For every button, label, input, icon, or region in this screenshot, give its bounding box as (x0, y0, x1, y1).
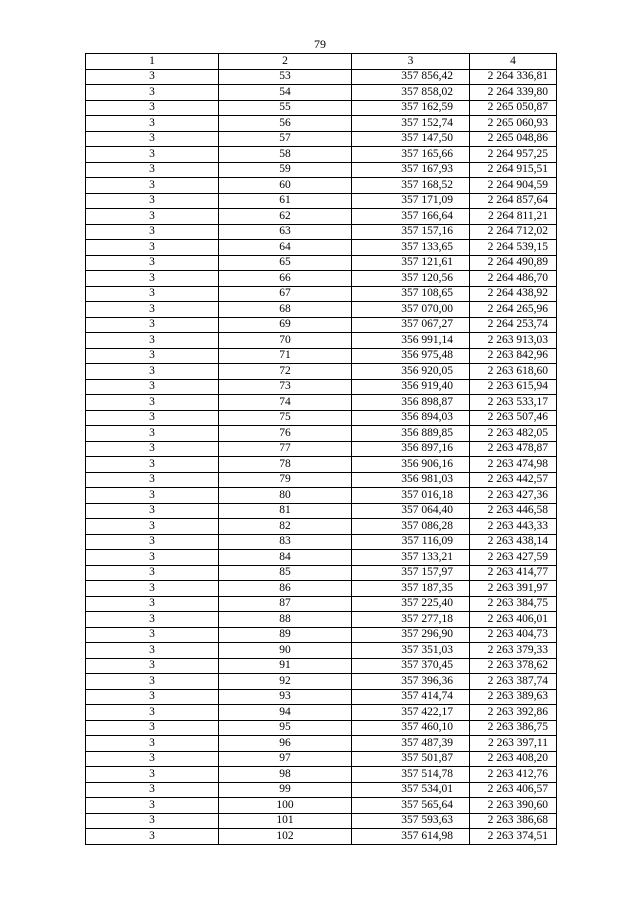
table-cell-col3: 356 981,03 (352, 472, 470, 488)
table-cell-col1: 3 (86, 364, 219, 380)
table-cell-col1: 3 (86, 348, 219, 364)
table-row (86, 813, 557, 829)
table-cell-col4: 2 263 438,14 (470, 534, 557, 550)
table-cell-col3: 357 277,18 (352, 612, 470, 628)
table-cell-col4: 2 263 387,74 (470, 674, 557, 690)
table-cell-col1: 3 (86, 85, 219, 101)
table-cell-col4: 2 265 048,86 (470, 131, 557, 147)
table-cell-col1: 3 (86, 550, 219, 566)
table-cell-col2: 65 (219, 255, 352, 271)
table-cell-col1: 3 (86, 193, 219, 209)
table-cell-col1: 3 (86, 751, 219, 767)
table-cell-col2: 59 (219, 162, 352, 178)
table-cell-col1: 3 (86, 736, 219, 752)
table-cell-col4: 2 263 408,20 (470, 751, 557, 767)
table-cell-col2: 54 (219, 85, 352, 101)
table-row (86, 286, 557, 302)
table-cell-col3: 357 614,98 (352, 829, 470, 845)
table-cell-col2: 58 (219, 147, 352, 163)
table-cell-col2: 70 (219, 333, 352, 349)
table-cell-col1: 3 (86, 147, 219, 163)
table-cell-col1: 3 (86, 720, 219, 736)
table-cell-col4: 2 263 378,62 (470, 658, 557, 674)
table-cell-col4: 2 263 406,01 (470, 612, 557, 628)
table-cell-col4: 2 263 474,98 (470, 457, 557, 473)
table-row (86, 550, 557, 566)
table-cell-col4: 2 264 486,70 (470, 271, 557, 287)
table-cell-col4: 2 263 482,05 (470, 426, 557, 442)
table-cell-col1: 3 (86, 813, 219, 829)
table-cell-col4: 2 263 427,36 (470, 488, 557, 504)
table-cell-col1: 3 (86, 674, 219, 690)
table-cell-col2: 101 (219, 813, 352, 829)
table-cell-col1: 3 (86, 705, 219, 721)
table-row (86, 69, 557, 85)
table-cell-col4: 2 263 386,68 (470, 813, 557, 829)
table-cell-col2: 97 (219, 751, 352, 767)
table-cell-col4: 2 263 842,96 (470, 348, 557, 364)
table-row (86, 782, 557, 798)
table-cell-col1: 3 (86, 178, 219, 194)
table-row (86, 255, 557, 271)
table-row (86, 565, 557, 581)
table-cell-col1: 3 (86, 317, 219, 333)
table-row (86, 596, 557, 612)
table-row (86, 116, 557, 132)
table-cell-col3: 357 187,35 (352, 581, 470, 597)
table-cell-col2: 89 (219, 627, 352, 643)
table-cell-col4: 2 263 404,73 (470, 627, 557, 643)
table-cell-col4: 2 263 446,58 (470, 503, 557, 519)
table-cell-col2: 75 (219, 410, 352, 426)
table-cell-col4: 2 263 615,94 (470, 379, 557, 395)
table-cell-col2: 77 (219, 441, 352, 457)
table-cell-col3: 357 565,64 (352, 798, 470, 814)
table-cell-col4: 2 263 507,46 (470, 410, 557, 426)
table-cell-col1: 3 (86, 596, 219, 612)
table-cell-col1: 3 (86, 100, 219, 116)
table-cell-col2: 99 (219, 782, 352, 798)
table-row (86, 658, 557, 674)
table-cell-col1: 3 (86, 426, 219, 442)
table-cell-col1: 3 (86, 782, 219, 798)
table-cell-col1: 3 (86, 209, 219, 225)
table-cell-col4: 2 264 915,51 (470, 162, 557, 178)
table-row (86, 364, 557, 380)
table-cell-col4: 2 264 904,59 (470, 178, 557, 194)
table-cell-col2: 62 (219, 209, 352, 225)
table-cell-col3: 356 894,03 (352, 410, 470, 426)
table-row (86, 519, 557, 535)
table-cell-col3: 357 858,02 (352, 85, 470, 101)
table-cell-col3: 357 152,74 (352, 116, 470, 132)
table-cell-col2: 98 (219, 767, 352, 783)
table-row (86, 147, 557, 163)
table-cell-col1: 3 (86, 519, 219, 535)
table-cell-col4: 2 264 336,81 (470, 69, 557, 85)
table-cell-col4: 2 263 913,03 (470, 333, 557, 349)
table-row (86, 209, 557, 225)
table-cell-col3: 357 133,21 (352, 550, 470, 566)
table-cell-col2: 100 (219, 798, 352, 814)
table-cell-col1: 3 (86, 395, 219, 411)
table-cell-col2: 57 (219, 131, 352, 147)
table-row (86, 705, 557, 721)
table-cell-col2: 68 (219, 302, 352, 318)
table-row (86, 178, 557, 194)
table-cell-col2: 88 (219, 612, 352, 628)
table-row (86, 379, 557, 395)
table-cell-col3: 357 166,64 (352, 209, 470, 225)
table-cell-col4: 2 263 386,75 (470, 720, 557, 736)
table-cell-col3: 357 133,65 (352, 240, 470, 256)
table-cell-col3: 357 086,28 (352, 519, 470, 535)
table-cell-col1: 3 (86, 488, 219, 504)
table-cell-col1: 3 (86, 333, 219, 349)
table-cell-col1: 3 (86, 829, 219, 845)
table-cell-col2: 85 (219, 565, 352, 581)
table-cell-col4: 2 264 811,21 (470, 209, 557, 225)
header-row (86, 54, 557, 70)
table-cell-col3: 357 165,66 (352, 147, 470, 163)
table-cell-col2: 83 (219, 534, 352, 550)
table-cell-col2: 81 (219, 503, 352, 519)
table-cell-col3: 356 889,85 (352, 426, 470, 442)
table-cell-col1: 3 (86, 798, 219, 814)
table-cell-col2: 56 (219, 116, 352, 132)
table-row (86, 488, 557, 504)
table-cell-col1: 3 (86, 271, 219, 287)
table-cell-col1: 3 (86, 627, 219, 643)
table-row (86, 395, 557, 411)
table-cell-col3: 357 414,74 (352, 689, 470, 705)
table-row (86, 441, 557, 457)
table-cell-col3: 357 296,90 (352, 627, 470, 643)
table-cell-col1: 3 (86, 612, 219, 628)
table-cell-col2: 82 (219, 519, 352, 535)
table-cell-col4: 2 263 443,33 (470, 519, 557, 535)
table-cell-col1: 3 (86, 410, 219, 426)
table-cell-col2: 92 (219, 674, 352, 690)
table-cell-col3: 356 897,16 (352, 441, 470, 457)
table-row (86, 85, 557, 101)
table-cell-col2: 72 (219, 364, 352, 380)
table-cell-col4: 2 264 265,96 (470, 302, 557, 318)
table-cell-col4: 2 263 392,86 (470, 705, 557, 721)
table-cell-col3: 357 856,42 (352, 69, 470, 85)
table-row (86, 643, 557, 659)
table-cell-col4: 2 263 374,51 (470, 829, 557, 845)
table-cell-col2: 64 (219, 240, 352, 256)
table-cell-col1: 3 (86, 534, 219, 550)
table-row (86, 751, 557, 767)
table-cell-col4: 2 264 438,92 (470, 286, 557, 302)
table-cell-col3: 357 116,09 (352, 534, 470, 550)
table-cell-col4: 2 264 253,74 (470, 317, 557, 333)
table-cell-col3: 357 225,40 (352, 596, 470, 612)
table-cell-col2: 94 (219, 705, 352, 721)
table-cell-col2: 79 (219, 472, 352, 488)
table-cell-col1: 3 (86, 379, 219, 395)
table-cell-col4: 2 263 533,17 (470, 395, 557, 411)
table-cell-col4: 2 263 390,60 (470, 798, 557, 814)
coordinates-table (85, 53, 557, 845)
table-cell-col1: 3 (86, 224, 219, 240)
table-row (86, 767, 557, 783)
table-cell-col4: 2 264 490,89 (470, 255, 557, 271)
table-cell-col2: 69 (219, 317, 352, 333)
table-cell-col1: 3 (86, 565, 219, 581)
table-header (86, 54, 557, 70)
table-cell-col2: 93 (219, 689, 352, 705)
table-cell-col2: 74 (219, 395, 352, 411)
table-cell-col1: 3 (86, 658, 219, 674)
table-cell-col3: 356 991,14 (352, 333, 470, 349)
column-header-4: 4 (470, 54, 557, 70)
table-cell-col2: 60 (219, 178, 352, 194)
table-cell-col2: 55 (219, 100, 352, 116)
table-cell-col4: 2 263 442,57 (470, 472, 557, 488)
table-cell-col3: 357 162,59 (352, 100, 470, 116)
table-row (86, 798, 557, 814)
table-row (86, 302, 557, 318)
table-cell-col3: 357 460,10 (352, 720, 470, 736)
table-row (86, 534, 557, 550)
table-cell-col2: 73 (219, 379, 352, 395)
table-cell-col3: 357 147,50 (352, 131, 470, 147)
column-header-3: 3 (352, 54, 470, 70)
table-row (86, 193, 557, 209)
table-row (86, 674, 557, 690)
table-cell-col2: 102 (219, 829, 352, 845)
table-cell-col4: 2 265 060,93 (470, 116, 557, 132)
table-cell-col1: 3 (86, 581, 219, 597)
table-row (86, 720, 557, 736)
table-cell-col4: 2 264 339,80 (470, 85, 557, 101)
table-cell-col1: 3 (86, 503, 219, 519)
table-row (86, 240, 557, 256)
table-cell-col3: 357 370,45 (352, 658, 470, 674)
table-cell-col2: 96 (219, 736, 352, 752)
table-cell-col4: 2 263 427,59 (470, 550, 557, 566)
table-cell-col4: 2 264 857,64 (470, 193, 557, 209)
table-cell-col2: 53 (219, 69, 352, 85)
table-cell-col4: 2 263 391,97 (470, 581, 557, 597)
table-row (86, 581, 557, 597)
table-cell-col3: 356 919,40 (352, 379, 470, 395)
table-row (86, 503, 557, 519)
table-cell-col1: 3 (86, 689, 219, 705)
table-row (86, 426, 557, 442)
table-row (86, 317, 557, 333)
table-cell-col2: 90 (219, 643, 352, 659)
table-cell-col4: 2 263 379,33 (470, 643, 557, 659)
table-row (86, 224, 557, 240)
table-cell-col4: 2 265 050,87 (470, 100, 557, 116)
table-cell-col3: 356 898,87 (352, 395, 470, 411)
table-row (86, 736, 557, 752)
table-cell-col1: 3 (86, 116, 219, 132)
table-cell-col3: 357 120,56 (352, 271, 470, 287)
table-cell-col3: 357 171,09 (352, 193, 470, 209)
table-cell-col2: 84 (219, 550, 352, 566)
table-row (86, 472, 557, 488)
table-cell-col2: 80 (219, 488, 352, 504)
page-number: 79 (314, 37, 326, 51)
table-row (86, 410, 557, 426)
table-cell-col1: 3 (86, 643, 219, 659)
table-cell-col2: 78 (219, 457, 352, 473)
table-cell-col2: 61 (219, 193, 352, 209)
table-cell-col1: 3 (86, 286, 219, 302)
table-cell-col1: 3 (86, 472, 219, 488)
table-cell-col3: 357 108,65 (352, 286, 470, 302)
table-row (86, 627, 557, 643)
table-row (86, 100, 557, 116)
table-cell-col4: 2 263 389,63 (470, 689, 557, 705)
table-cell-col3: 357 168,52 (352, 178, 470, 194)
table-cell-col4: 2 263 618,60 (470, 364, 557, 380)
table-cell-col1: 3 (86, 767, 219, 783)
table-cell-col3: 356 975,48 (352, 348, 470, 364)
table-cell-col3: 356 920,05 (352, 364, 470, 380)
table-cell-col4: 2 263 397,11 (470, 736, 557, 752)
table-cell-col3: 357 351,03 (352, 643, 470, 659)
table-cell-col2: 87 (219, 596, 352, 612)
table-cell-col4: 2 264 957,25 (470, 147, 557, 163)
table-cell-col1: 3 (86, 255, 219, 271)
table-row (86, 457, 557, 473)
table-cell-col3: 357 396,36 (352, 674, 470, 690)
table-cell-col3: 357 157,97 (352, 565, 470, 581)
table-cell-col4: 2 263 384,75 (470, 596, 557, 612)
table-cell-col2: 63 (219, 224, 352, 240)
table-row (86, 131, 557, 147)
table-cell-col3: 357 593,63 (352, 813, 470, 829)
table-row (86, 271, 557, 287)
table-cell-col3: 357 016,18 (352, 488, 470, 504)
column-header-2: 2 (219, 54, 352, 70)
table-cell-col4: 2 264 712,02 (470, 224, 557, 240)
table-row (86, 689, 557, 705)
table-cell-col2: 91 (219, 658, 352, 674)
table-cell-col1: 3 (86, 131, 219, 147)
table-cell-col4: 2 264 539,15 (470, 240, 557, 256)
table-cell-col2: 86 (219, 581, 352, 597)
table-row (86, 829, 557, 845)
table-cell-col1: 3 (86, 240, 219, 256)
table-cell-col3: 357 514,78 (352, 767, 470, 783)
table-cell-col1: 3 (86, 302, 219, 318)
table-cell-col4: 2 263 414,77 (470, 565, 557, 581)
table-cell-col2: 66 (219, 271, 352, 287)
table-cell-col3: 357 064,40 (352, 503, 470, 519)
table-cell-col3: 357 487,39 (352, 736, 470, 752)
table-cell-col3: 357 070,00 (352, 302, 470, 318)
table-row (86, 333, 557, 349)
table-cell-col1: 3 (86, 441, 219, 457)
table-cell-col1: 3 (86, 457, 219, 473)
table-cell-col4: 2 263 406,57 (470, 782, 557, 798)
table-cell-col4: 2 263 412,76 (470, 767, 557, 783)
table-cell-col2: 76 (219, 426, 352, 442)
table-row (86, 162, 557, 178)
table-cell-col3: 357 534,01 (352, 782, 470, 798)
table-row (86, 348, 557, 364)
table-cell-col4: 2 263 478,87 (470, 441, 557, 457)
table-cell-col3: 357 157,16 (352, 224, 470, 240)
table-cell-col3: 356 906,16 (352, 457, 470, 473)
table-cell-col3: 357 422,17 (352, 705, 470, 721)
column-header-1: 1 (86, 54, 219, 70)
table-body (86, 69, 557, 844)
table-cell-col2: 95 (219, 720, 352, 736)
table-cell-col2: 67 (219, 286, 352, 302)
table-cell-col2: 71 (219, 348, 352, 364)
table-cell-col3: 357 501,87 (352, 751, 470, 767)
table-cell-col1: 3 (86, 69, 219, 85)
table-cell-col3: 357 167,93 (352, 162, 470, 178)
table-cell-col1: 3 (86, 162, 219, 178)
table-cell-col3: 357 067,27 (352, 317, 470, 333)
table-cell-col3: 357 121,61 (352, 255, 470, 271)
table-row (86, 612, 557, 628)
